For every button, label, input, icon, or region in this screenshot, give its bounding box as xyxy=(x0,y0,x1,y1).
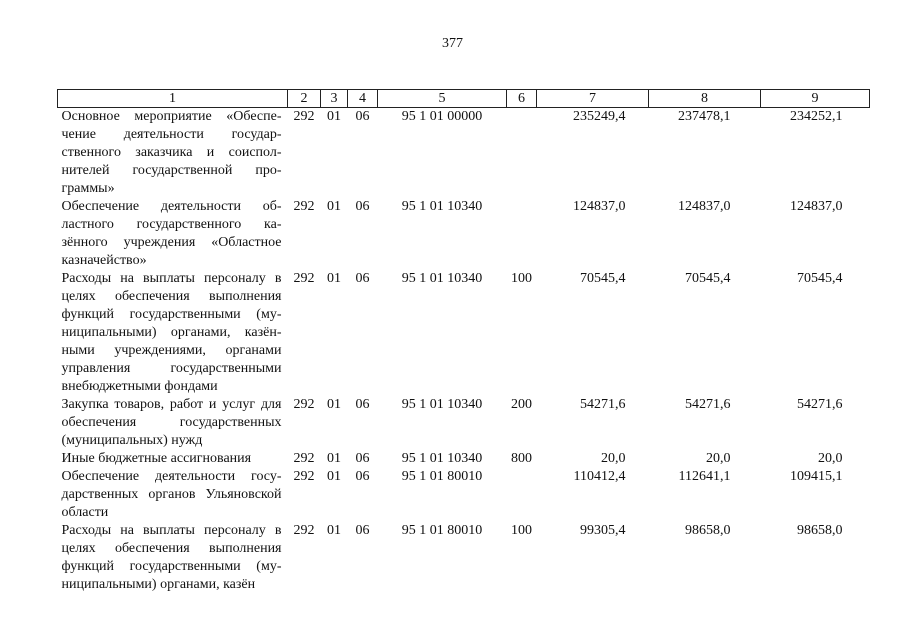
cell-ministry-code: 292 xyxy=(293,397,315,412)
column-header: 9 xyxy=(761,90,870,108)
cell-section-code: 01 xyxy=(327,109,341,124)
column-header: 1 xyxy=(58,90,288,108)
cell-amount-col9: 54271,6 xyxy=(797,397,843,412)
cell-ministry-code: 292 xyxy=(293,271,315,286)
column-header: 5 xyxy=(378,90,507,108)
cell-amount-col8: 98658,0 xyxy=(685,523,731,538)
cell-subsection-code: 06 xyxy=(355,451,370,466)
cell-target-code: 95 1 01 00000 xyxy=(401,109,483,124)
cell-amount-col7: 110412,4 xyxy=(573,469,626,484)
cell-subsection-code: 06 xyxy=(355,523,370,538)
column-header: 3 xyxy=(321,90,348,108)
table-row xyxy=(58,396,870,450)
cell-section-code: 01 xyxy=(327,523,341,538)
cell-target-code: 95 1 01 10340 xyxy=(401,397,483,412)
expense-name: Основное мероприятие «Обеспечение деятельности государственного заказчика и соисполнителей государственной программы» xyxy=(61,109,282,196)
cell-amount-col7: 54271,6 xyxy=(580,397,626,412)
cell-amount-col9: 109415,1 xyxy=(790,469,843,484)
cell-ministry-code: 292 xyxy=(293,523,315,538)
cell-subsection-code: 06 xyxy=(355,469,370,484)
column-header: 7 xyxy=(537,90,649,108)
cell-amount-col9: 234252,1 xyxy=(790,109,843,124)
column-header: 8 xyxy=(649,90,761,108)
expense-name: Расходы на выплаты персоналу в целях обеспечения выполнения функций государственными (муниципальными) органами, казёнными учреждениями, органами управления государственными внебюджетными фондами xyxy=(61,271,282,394)
table-row xyxy=(58,270,870,396)
cell-ministry-code: 292 xyxy=(293,451,315,466)
cell-target-code: 95 1 01 10340 xyxy=(401,271,483,286)
cell-amount-col8: 237478,1 xyxy=(678,109,731,124)
column-header: 4 xyxy=(348,90,378,108)
column-header: 2 xyxy=(288,90,321,108)
cell-amount-col8: 112641,1 xyxy=(678,469,731,484)
cell-section-code: 01 xyxy=(327,397,341,412)
expense-name: Иные бюджетные ассигнования xyxy=(61,451,252,466)
cell-amount-col7: 235249,4 xyxy=(573,109,626,124)
expense-name: Расходы на выплаты персоналу в целях обеспечения выполнения функций государственными (муниципальными) органами, казён xyxy=(61,523,282,592)
table-header-row xyxy=(58,90,870,108)
cell-subsection-code: 06 xyxy=(355,271,370,286)
cell-expense-type: 800 xyxy=(511,451,532,466)
expense-name: Обеспечение деятельности областного государственного казённого учреждения «Областное казначейство» xyxy=(61,199,282,268)
cell-section-code: 01 xyxy=(327,271,341,286)
expense-name: Обеспечение деятельности государственных органов Ульяновской области xyxy=(61,469,282,520)
cell-ministry-code: 292 xyxy=(293,469,315,484)
cell-subsection-code: 06 xyxy=(355,199,370,214)
cell-amount-col8: 54271,6 xyxy=(685,397,731,412)
table-row xyxy=(58,522,870,594)
table-row xyxy=(58,108,870,199)
cell-amount-col9: 124837,0 xyxy=(790,199,843,214)
cell-amount-col7: 124837,0 xyxy=(573,199,626,214)
cell-subsection-code: 06 xyxy=(355,109,370,124)
cell-section-code: 01 xyxy=(327,199,341,214)
cell-amount-col7: 70545,4 xyxy=(580,271,626,286)
cell-amount-col9: 70545,4 xyxy=(797,271,843,286)
cell-ministry-code: 292 xyxy=(293,109,315,124)
cell-amount-col8: 70545,4 xyxy=(685,271,731,286)
cell-expense-type: 200 xyxy=(511,397,532,412)
cell-amount-col8: 20,0 xyxy=(706,451,731,466)
expense-name: Закупка товаров, работ и услуг для обеспечения государственных (муниципальных) нужд xyxy=(61,397,282,448)
cell-target-code: 95 1 01 80010 xyxy=(401,469,483,484)
cell-target-code: 95 1 01 80010 xyxy=(401,523,483,538)
cell-amount-col7: 20,0 xyxy=(601,451,626,466)
column-header: 6 xyxy=(507,90,537,108)
cell-amount-col9: 98658,0 xyxy=(797,523,843,538)
cell-expense-type: 100 xyxy=(511,523,532,538)
cell-section-code: 01 xyxy=(327,469,341,484)
budget-table xyxy=(57,89,870,594)
page-number: 377 xyxy=(442,36,463,51)
cell-amount-col9: 20,0 xyxy=(818,451,843,466)
table-row xyxy=(58,198,870,270)
cell-expense-type xyxy=(507,468,537,522)
cell-expense-type: 100 xyxy=(511,271,532,286)
cell-amount-col7: 99305,4 xyxy=(580,523,626,538)
cell-ministry-code: 292 xyxy=(293,199,315,214)
cell-target-code: 95 1 01 10340 xyxy=(401,451,483,466)
table-row xyxy=(58,450,870,468)
cell-expense-type xyxy=(507,108,537,199)
cell-subsection-code: 06 xyxy=(355,397,370,412)
cell-target-code: 95 1 01 10340 xyxy=(401,199,483,214)
cell-amount-col8: 124837,0 xyxy=(678,199,731,214)
table-row xyxy=(58,468,870,522)
cell-expense-type xyxy=(507,198,537,270)
cell-section-code: 01 xyxy=(327,451,341,466)
